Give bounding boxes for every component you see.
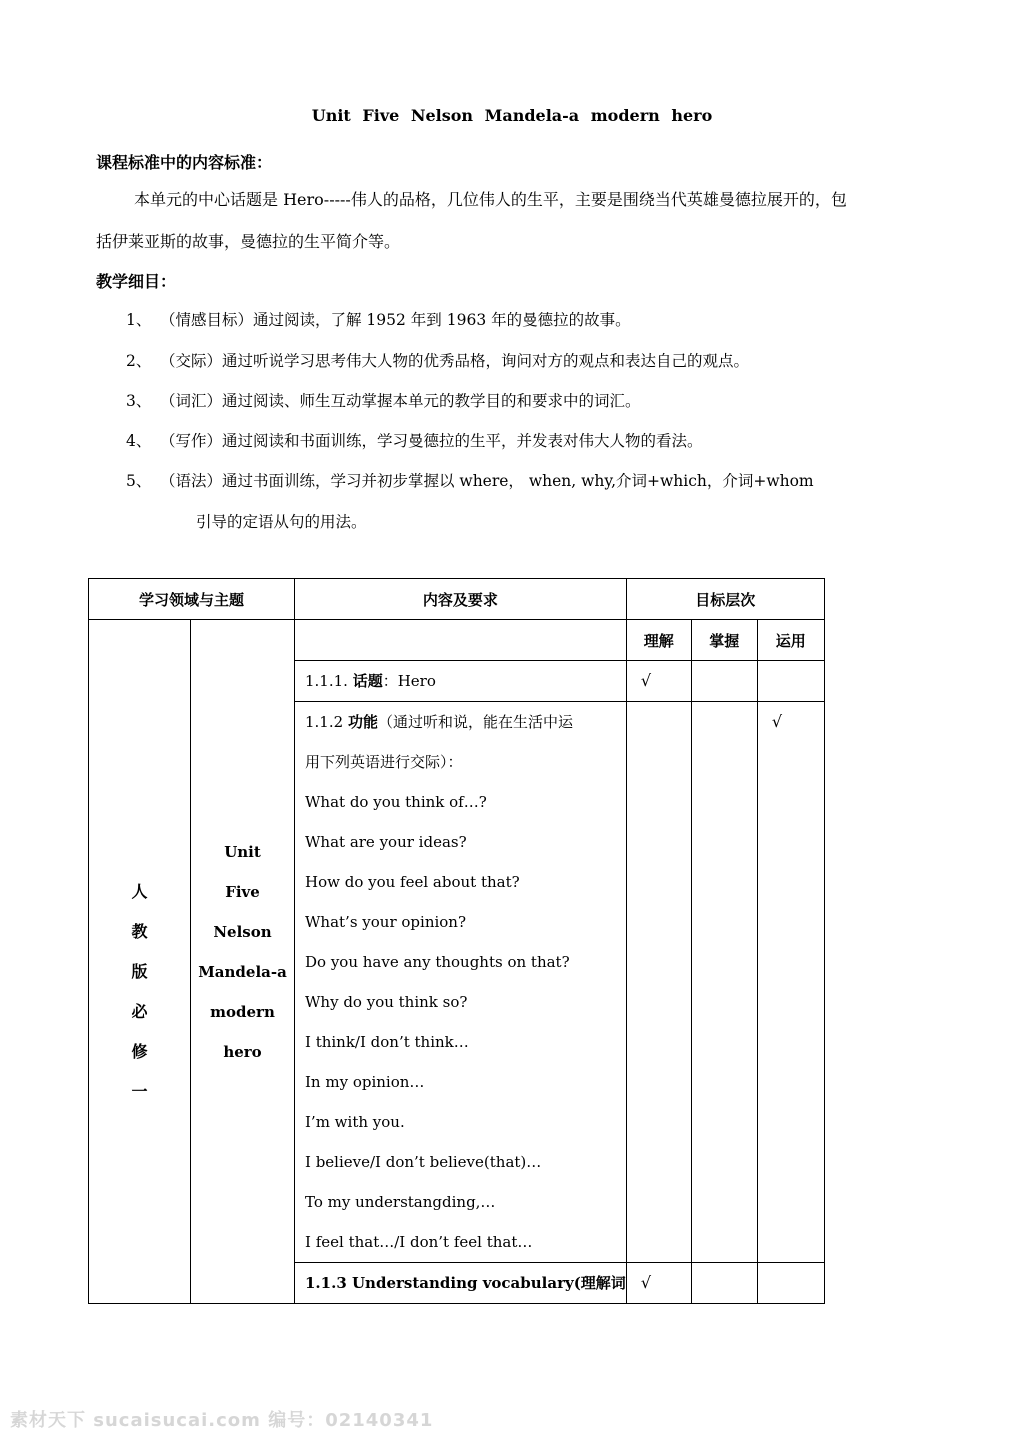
function-line: 用下列英语进行交际）：: [305, 753, 463, 771]
function-phrase: What are your ideas?: [305, 833, 467, 851]
textbook-cell: [89, 620, 191, 1304]
topic-label: 话题: [352, 672, 383, 690]
topic-value: ：Hero: [382, 672, 436, 690]
function-phrase: How do you feel about that?: [305, 873, 520, 891]
function-label: 功能: [347, 713, 378, 731]
topic-master-cell: [691, 661, 757, 702]
function-master-cell: [691, 702, 757, 1263]
list-item: [126, 349, 749, 371]
function-description: （通过听和说，能在生活中运: [377, 713, 573, 731]
intro-paragraph-line-1: 本单元的中心话题是 Hero-----伟人的品格，几位伟人的生平，主要是围绕当代英雄曼德拉展开的，包: [134, 190, 847, 209]
list-item-text: （交际）通过听说学习思考伟大人物的优秀品格，询问对方的观点和表达自己的观点。: [160, 352, 750, 370]
check-mark-icon: √: [640, 671, 652, 690]
textbook-char: 教: [131, 922, 148, 941]
function-phrase: To my understangding,…: [305, 1193, 496, 1211]
function-number: 1.1.2: [305, 713, 348, 731]
function-understand-cell: [626, 702, 691, 1263]
table-row-function: [295, 702, 627, 1263]
list-item-text: （情感目标）通过阅读，了解 1952 年到 1963 年的曼德拉的故事。: [160, 311, 631, 329]
list-item-continuation: 引导的定语从句的用法。: [196, 513, 367, 531]
unit-title-word: modern: [210, 1003, 275, 1021]
textbook-char: 版: [131, 962, 148, 981]
function-phrase: In my opinion…: [305, 1073, 425, 1091]
unit-title-word: Unit: [224, 843, 261, 861]
function-phrase: I’m with you.: [305, 1113, 405, 1131]
unit-title-word: Five: [225, 883, 260, 901]
section-heading-teaching-details: 教学细目：: [96, 272, 177, 291]
header-level: 目标层次: [626, 579, 824, 620]
function-phrase: I believe/I don’t believe(that)…: [305, 1153, 542, 1171]
curriculum-table: [88, 578, 825, 1304]
check-mark-icon: √: [640, 1273, 652, 1292]
function-phrase: What do you think of…?: [305, 793, 487, 811]
function-phrase: What’s your opinion?: [305, 913, 467, 931]
unit-title-cell: [191, 620, 295, 1304]
list-item: [126, 429, 703, 451]
list-item: [126, 308, 631, 330]
intro-paragraph-line-2: 括伊莱亚斯的故事，曼德拉的生平简介等。: [96, 232, 401, 251]
topic-number: 1.1.1.: [305, 672, 353, 690]
level-understand: 理解: [626, 620, 691, 661]
list-item: [126, 469, 814, 491]
list-item-text: （词汇）通过阅读、师生互动掌握本单元的教学目的和要求中的词汇。: [160, 392, 641, 410]
list-item-number: 3、: [126, 392, 152, 410]
function-phrase: I think/I don’t think…: [305, 1033, 469, 1051]
textbook-char: 修: [131, 1042, 148, 1061]
unit-title-word: Mandela-a: [198, 963, 287, 981]
list-item-text: （语法）通过书面训练，学习并初步掌握以 where， when, why,介词+which，介词+whom: [160, 472, 814, 490]
header-domain: 学习领域与主题: [89, 579, 295, 620]
function-apply-cell: [757, 702, 824, 1263]
list-item-number: 5、: [126, 472, 152, 490]
list-item-number: 1、: [126, 311, 152, 329]
topic-apply-cell: [757, 661, 824, 702]
function-phrase: Why do you think so?: [305, 993, 468, 1011]
watermark: 素材天下 sucaisucai.com 编号：02140341: [10, 1410, 434, 1431]
textbook-char: 人: [131, 882, 148, 901]
list-item: [126, 389, 641, 411]
unit-title-word: hero: [223, 1043, 262, 1061]
vocabulary-line: 1.1.3 Understanding vocabulary(理解词: [305, 1274, 626, 1292]
list-item-number: 2、: [126, 352, 152, 370]
level-master: 掌握: [691, 620, 757, 661]
content-empty-cell: [295, 620, 627, 661]
unit-title-word: Nelson: [213, 923, 272, 941]
header-content: 内容及要求: [295, 579, 627, 620]
level-apply: 运用: [757, 620, 824, 661]
list-item-number: 4、: [126, 432, 152, 450]
table-row-vocabulary: [295, 1263, 627, 1304]
table-row-topic: [295, 661, 627, 702]
section-heading-content-standard: 课程标准中的内容标准：: [96, 153, 273, 172]
textbook-char: 一: [131, 1082, 148, 1101]
vocabulary-understand-cell: [626, 1263, 691, 1304]
document-title: Unit Five Nelson Mandela-a modern hero: [311, 106, 713, 125]
vocabulary-master-cell: [691, 1263, 757, 1304]
list-item-text: （写作）通过阅读和书面训练，学习曼德拉的生平，并发表对伟大人物的看法。: [160, 432, 703, 450]
check-mark-icon: √: [771, 712, 783, 731]
function-phrase: Do you have any thoughts on that?: [305, 953, 570, 971]
topic-understand-cell: [626, 661, 691, 702]
textbook-char: 必: [131, 1002, 148, 1021]
function-phrase: I feel that…/I don’t feel that…: [305, 1233, 533, 1251]
vocabulary-apply-cell: [757, 1263, 824, 1304]
